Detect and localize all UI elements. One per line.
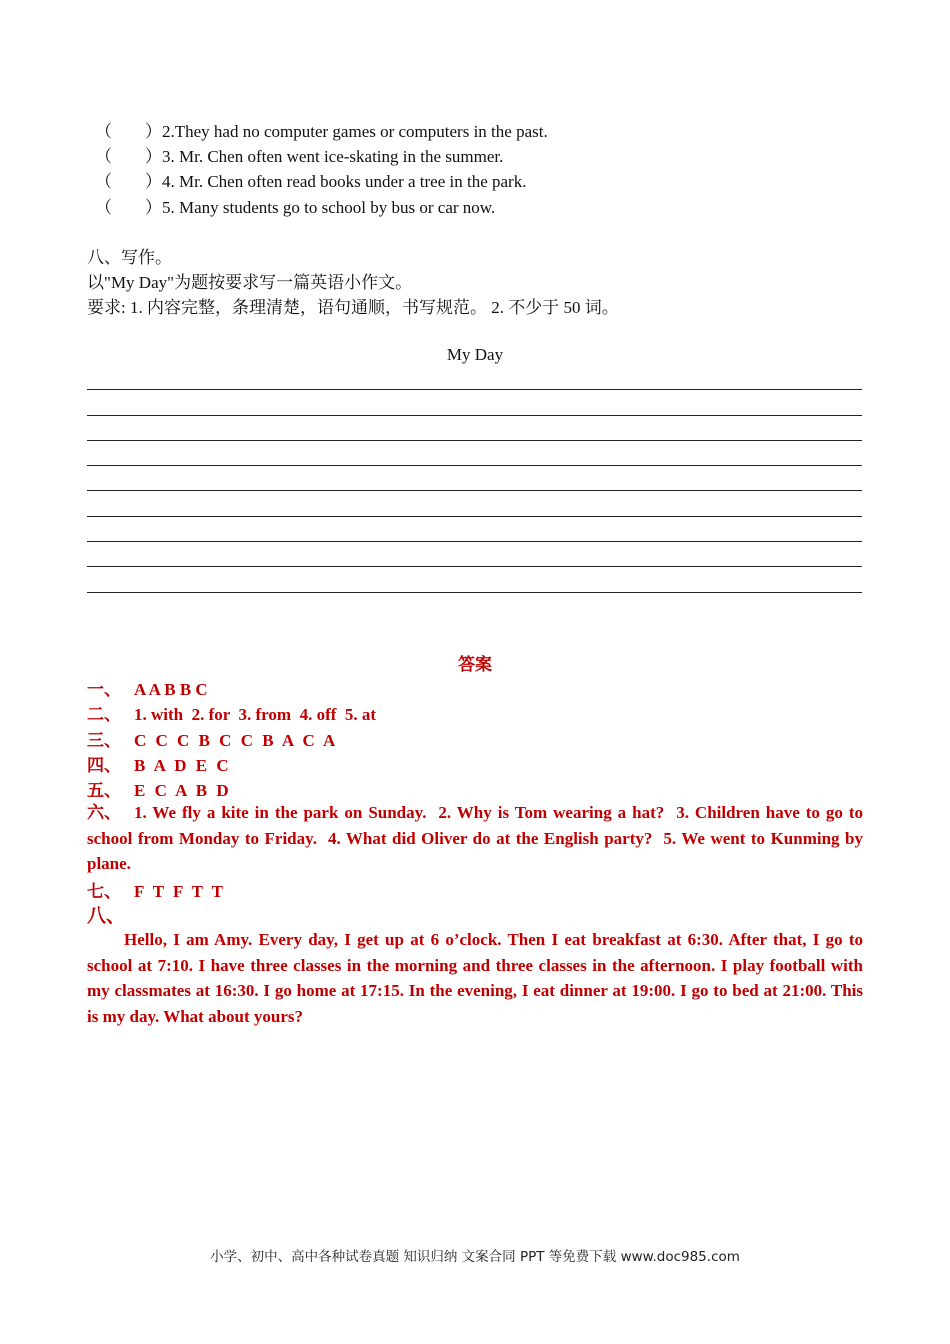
writing-heading: 八、写作。 bbox=[87, 248, 172, 267]
tf-open-paren: （ bbox=[95, 122, 112, 141]
writing-instruction: 以"My Day"为题按要求写一篇英语小作文。 bbox=[87, 273, 413, 292]
answer-row-4 bbox=[87, 751, 229, 776]
tf-open-paren: （ bbox=[95, 172, 112, 191]
tf-open-paren: （ bbox=[95, 147, 112, 166]
writing-line[interactable] bbox=[87, 592, 862, 593]
page-footer: 小学、初中、高中各种试卷真题 知识归纳 文案合同 PPT 等免费下载 www.doc985.com bbox=[210, 1249, 740, 1265]
answer-text: 1. We fly a kite in the park on Sunday. 2. Why is Tom wearing a hat? 3. Children have to go to school from Monday to Friday. 4. What did Oliver do at the English party? 5. We went to Kunming by plane. bbox=[87, 803, 868, 873]
answer-number: 四、 bbox=[87, 756, 121, 775]
answer-text: 1. with 2. for 3. from 4. off 5. at bbox=[134, 705, 377, 724]
tf-text: ）4. Mr. Chen often read books under a tree in the park. bbox=[145, 172, 527, 191]
answer-text: A A B B C bbox=[134, 680, 208, 699]
writing-line[interactable] bbox=[87, 566, 862, 567]
answer-number: 三、 bbox=[87, 731, 121, 750]
answer-number: 一、 bbox=[87, 680, 121, 699]
tf-text: ）5. Many students go to school by bus or car now. bbox=[145, 198, 496, 217]
tf-item-4 bbox=[95, 167, 526, 192]
tf-item-5 bbox=[95, 193, 495, 218]
answer-number: 五、 bbox=[87, 781, 121, 800]
tf-item-2 bbox=[95, 117, 548, 142]
answers-heading: 答案 bbox=[458, 655, 492, 674]
answer-number: 七、 bbox=[87, 882, 121, 901]
writing-line[interactable] bbox=[87, 440, 862, 441]
writing-line[interactable] bbox=[87, 516, 862, 517]
answer-essay: Hello, I am Amy. Every day, I get up at 6 o’clock. Then I eat breakfast at 6:30. After that, I go to school at 7:10. I have three classes in the morning and three classes in the afternoon. I play football with my classmates at 16:30. I go home at 17:15. In the evening, I eat dinner at 19:00. I go to bed at 21:00. This is my day. What about yours? bbox=[87, 930, 863, 1026]
answer-number: 六、 bbox=[87, 803, 121, 822]
answer-text: C C C B C C B A C A bbox=[134, 731, 336, 750]
tf-text: ）2.They had no computer games or computers in the past. bbox=[145, 122, 548, 141]
writing-line[interactable] bbox=[87, 490, 862, 491]
answer-text: E C A B D bbox=[134, 781, 229, 800]
tf-text: ）3. Mr. Chen often went ice-skating in the summer. bbox=[145, 147, 504, 166]
writing-line[interactable] bbox=[87, 541, 862, 542]
tf-open-paren: （ bbox=[95, 198, 112, 217]
essay-title: My Day bbox=[446, 345, 504, 364]
answer-row-6 bbox=[87, 800, 868, 877]
answer-row-8-number: 八、 bbox=[87, 906, 126, 927]
answer-text: B A D E C bbox=[134, 756, 229, 775]
writing-line[interactable] bbox=[87, 415, 862, 416]
answer-row-7 bbox=[87, 877, 223, 902]
writing-requirements: 要求: 1. 内容完整，条理清楚，语句通顺，书写规范。 2. 不少于 50 词。 bbox=[87, 298, 619, 317]
answer-number: 二、 bbox=[87, 705, 121, 724]
answer-row-3 bbox=[87, 726, 335, 751]
answer-row-5 bbox=[87, 776, 229, 801]
writing-line[interactable] bbox=[87, 389, 862, 390]
writing-line[interactable] bbox=[87, 465, 862, 466]
tf-item-3 bbox=[95, 142, 503, 167]
answer-row-2 bbox=[87, 700, 376, 725]
answer-text: F T F T T bbox=[134, 882, 223, 901]
answer-row-1 bbox=[87, 675, 208, 700]
